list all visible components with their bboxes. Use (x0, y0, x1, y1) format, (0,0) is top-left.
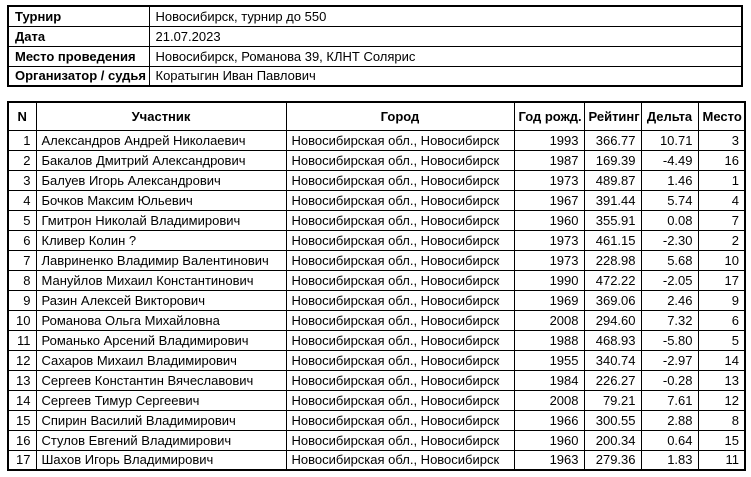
cell-n: 9 (8, 290, 36, 310)
cell-n: 12 (8, 350, 36, 370)
table-row (8, 350, 745, 370)
cell-rating: 226.27 (584, 370, 641, 390)
info-label: Турнир (8, 6, 149, 26)
cell-n: 15 (8, 410, 36, 430)
cell-n: 2 (8, 150, 36, 170)
cell-rating: 366.77 (584, 130, 641, 150)
cell-delta: 0.08 (641, 210, 698, 230)
info-row (8, 6, 742, 26)
cell-place: 7 (698, 210, 745, 230)
cell-participant: Бакалов Дмитрий Александрович (36, 150, 286, 170)
cell-n: 4 (8, 190, 36, 210)
cell-birth-year: 1973 (514, 250, 584, 270)
table-row (8, 330, 745, 350)
header-rating: Рейтинг (584, 102, 641, 130)
header-place: Место (698, 102, 745, 130)
cell-rating: 461.15 (584, 230, 641, 250)
cell-delta: -5.80 (641, 330, 698, 350)
cell-birth-year: 1960 (514, 210, 584, 230)
cell-birth-year: 2008 (514, 310, 584, 330)
table-row (8, 290, 745, 310)
cell-n: 16 (8, 430, 36, 450)
cell-place: 10 (698, 250, 745, 270)
cell-rating: 489.87 (584, 170, 641, 190)
cell-rating: 340.74 (584, 350, 641, 370)
cell-city: Новосибирская обл., Новосибирск (286, 430, 514, 450)
cell-rating: 300.55 (584, 410, 641, 430)
info-value: 21.07.2023 (149, 26, 742, 46)
cell-city: Новосибирская обл., Новосибирск (286, 450, 514, 470)
cell-n: 10 (8, 310, 36, 330)
table-row (8, 410, 745, 430)
cell-participant: Стулов Евгений Владимирович (36, 430, 286, 450)
table-row (8, 370, 745, 390)
cell-participant: Балуев Игорь Александрович (36, 170, 286, 190)
cell-birth-year: 1973 (514, 230, 584, 250)
cell-delta: 0.64 (641, 430, 698, 450)
table-row (8, 430, 745, 450)
cell-delta: 1.83 (641, 450, 698, 470)
table-row (8, 270, 745, 290)
cell-n: 14 (8, 390, 36, 410)
info-value: Новосибирск, Романова 39, КЛНТ Солярис (149, 46, 742, 66)
cell-rating: 472.22 (584, 270, 641, 290)
cell-participant: Шахов Игорь Владимирович (36, 450, 286, 470)
cell-place: 2 (698, 230, 745, 250)
cell-place: 8 (698, 410, 745, 430)
cell-city: Новосибирская обл., Новосибирск (286, 390, 514, 410)
cell-city: Новосибирская обл., Новосибирск (286, 190, 514, 210)
table-row (8, 150, 745, 170)
cell-participant: Сергеев Константин Вячеславович (36, 370, 286, 390)
table-row (8, 310, 745, 330)
info-value: Коратыгин Иван Павлович (149, 66, 742, 86)
cell-rating: 169.39 (584, 150, 641, 170)
cell-city: Новосибирская обл., Новосибирск (286, 310, 514, 330)
cell-birth-year: 2008 (514, 390, 584, 410)
cell-delta: 5.74 (641, 190, 698, 210)
cell-delta: -4.49 (641, 150, 698, 170)
cell-birth-year: 1955 (514, 350, 584, 370)
cell-n: 17 (8, 450, 36, 470)
cell-participant: Мануйлов Михаил Константинович (36, 270, 286, 290)
tournament-info-table (7, 5, 743, 87)
cell-n: 13 (8, 370, 36, 390)
cell-city: Новосибирская обл., Новосибирск (286, 270, 514, 290)
info-value: Новосибирск, турнир до 550 (149, 6, 742, 26)
cell-delta: 2.46 (641, 290, 698, 310)
cell-rating: 200.34 (584, 430, 641, 450)
cell-city: Новосибирская обл., Новосибирск (286, 210, 514, 230)
cell-participant: Романько Арсений Владимирович (36, 330, 286, 350)
cell-n: 5 (8, 210, 36, 230)
cell-birth-year: 1960 (514, 430, 584, 450)
info-label: Организатор / судья (8, 66, 149, 86)
cell-place: 4 (698, 190, 745, 210)
cell-birth-year: 1966 (514, 410, 584, 430)
cell-place: 12 (698, 390, 745, 410)
cell-city: Новосибирская обл., Новосибирск (286, 150, 514, 170)
table-row (8, 170, 745, 190)
cell-delta: -0.28 (641, 370, 698, 390)
info-label: Дата (8, 26, 149, 46)
header-n: N (8, 102, 36, 130)
cell-birth-year: 1973 (514, 170, 584, 190)
results-table-head (8, 102, 745, 130)
results-header-row (8, 102, 745, 130)
table-row (8, 450, 745, 470)
cell-place: 6 (698, 310, 745, 330)
cell-place: 17 (698, 270, 745, 290)
cell-n: 1 (8, 130, 36, 150)
cell-birth-year: 1969 (514, 290, 584, 310)
cell-participant: Романова Ольга Михайловна (36, 310, 286, 330)
cell-city: Новосибирская обл., Новосибирск (286, 250, 514, 270)
cell-birth-year: 1987 (514, 150, 584, 170)
cell-place: 15 (698, 430, 745, 450)
cell-rating: 468.93 (584, 330, 641, 350)
cell-participant: Александров Андрей Николаевич (36, 130, 286, 150)
cell-n: 3 (8, 170, 36, 190)
cell-participant: Гмитрон Николай Владимирович (36, 210, 286, 230)
cell-n: 7 (8, 250, 36, 270)
info-row (8, 46, 742, 66)
cell-delta: -2.30 (641, 230, 698, 250)
cell-n: 8 (8, 270, 36, 290)
cell-delta: 7.61 (641, 390, 698, 410)
cell-delta: 2.88 (641, 410, 698, 430)
header-participant: Участник (36, 102, 286, 130)
cell-place: 16 (698, 150, 745, 170)
cell-rating: 391.44 (584, 190, 641, 210)
cell-city: Новосибирская обл., Новосибирск (286, 290, 514, 310)
cell-delta: 5.68 (641, 250, 698, 270)
info-row (8, 66, 742, 86)
header-birth-year: Год рожд. (514, 102, 584, 130)
cell-city: Новосибирская обл., Новосибирск (286, 350, 514, 370)
cell-participant: Разин Алексей Викторович (36, 290, 286, 310)
cell-delta: -2.05 (641, 270, 698, 290)
cell-place: 1 (698, 170, 745, 190)
cell-rating: 369.06 (584, 290, 641, 310)
cell-rating: 228.98 (584, 250, 641, 270)
cell-city: Новосибирская обл., Новосибирск (286, 330, 514, 350)
header-delta: Дельта (641, 102, 698, 130)
cell-city: Новосибирская обл., Новосибирск (286, 170, 514, 190)
tournament-info-body (8, 6, 742, 86)
cell-rating: 279.36 (584, 450, 641, 470)
cell-birth-year: 1984 (514, 370, 584, 390)
cell-place: 9 (698, 290, 745, 310)
cell-birth-year: 1988 (514, 330, 584, 350)
cell-place: 5 (698, 330, 745, 350)
cell-place: 13 (698, 370, 745, 390)
cell-participant: Бочков Максим Юльевич (36, 190, 286, 210)
cell-rating: 294.60 (584, 310, 641, 330)
cell-place: 3 (698, 130, 745, 150)
cell-participant: Лавриненко Владимир Валентинович (36, 250, 286, 270)
results-table-body (8, 130, 745, 470)
cell-delta: -2.97 (641, 350, 698, 370)
cell-birth-year: 1993 (514, 130, 584, 150)
table-row (8, 230, 745, 250)
cell-city: Новосибирская обл., Новосибирск (286, 230, 514, 250)
cell-rating: 355.91 (584, 210, 641, 230)
cell-rating: 79.21 (584, 390, 641, 410)
cell-participant: Спирин Василий Владимирович (36, 410, 286, 430)
cell-delta: 1.46 (641, 170, 698, 190)
info-row (8, 26, 742, 46)
cell-participant: Кливер Колин ? (36, 230, 286, 250)
table-row (8, 390, 745, 410)
results-table (7, 101, 746, 471)
cell-participant: Сахаров Михаил Владимирович (36, 350, 286, 370)
table-row (8, 190, 745, 210)
cell-city: Новосибирская обл., Новосибирск (286, 130, 514, 150)
header-city: Город (286, 102, 514, 130)
cell-delta: 10.71 (641, 130, 698, 150)
cell-place: 11 (698, 450, 745, 470)
cell-n: 11 (8, 330, 36, 350)
cell-birth-year: 1963 (514, 450, 584, 470)
cell-city: Новосибирская обл., Новосибирск (286, 410, 514, 430)
cell-place: 14 (698, 350, 745, 370)
info-label: Место проведения (8, 46, 149, 66)
table-row (8, 250, 745, 270)
table-row (8, 130, 745, 150)
cell-city: Новосибирская обл., Новосибирск (286, 370, 514, 390)
cell-delta: 7.32 (641, 310, 698, 330)
cell-participant: Сергеев Тимур Сергеевич (36, 390, 286, 410)
cell-n: 6 (8, 230, 36, 250)
cell-birth-year: 1990 (514, 270, 584, 290)
table-row (8, 210, 745, 230)
cell-birth-year: 1967 (514, 190, 584, 210)
